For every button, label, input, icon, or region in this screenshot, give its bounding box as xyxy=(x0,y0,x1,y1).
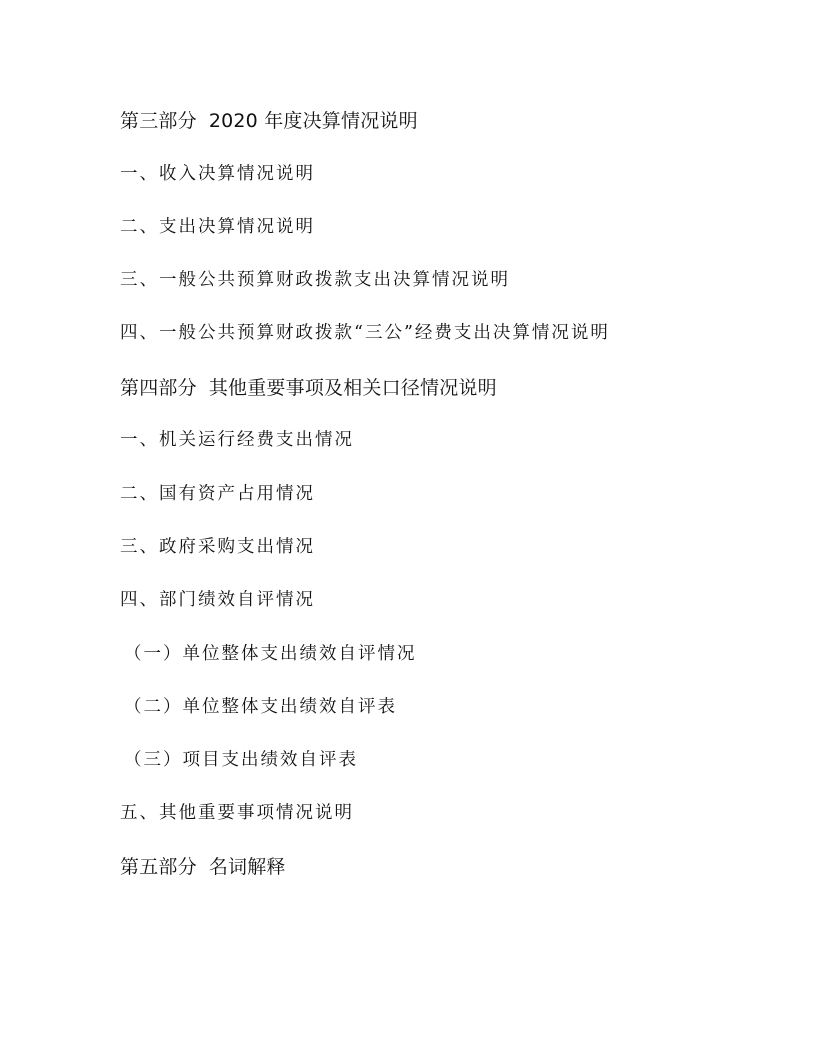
toc-item: 四、一般公共预算财政拨款“三公”经费支出决算情况说明 xyxy=(120,323,610,343)
part3-title: 2020 年度决算情况说明 xyxy=(208,110,418,132)
toc-item: 三、一般公共预算财政拨款支出决算情况说明 xyxy=(120,270,510,290)
section-heading-part3 xyxy=(120,109,418,133)
part4-label: 第四部分 xyxy=(120,377,197,399)
part3-label: 第三部分 xyxy=(120,110,197,132)
toc-item: 五、其他重要事项情况说明 xyxy=(120,803,354,823)
toc-sub-item: （二）单位整体支出绩效自评表 xyxy=(124,697,397,717)
part4-title: 其他重要事项及相关口径情况说明 xyxy=(208,377,497,399)
toc-item: 四、部门绩效自评情况 xyxy=(120,590,315,610)
section-heading-part5 xyxy=(120,855,286,879)
section-heading-part4 xyxy=(120,376,497,400)
part5-label: 第五部分 xyxy=(120,856,197,878)
toc-sub-item: （一）单位整体支出绩效自评情况 xyxy=(124,644,417,664)
toc-item: 一、机关运行经费支出情况 xyxy=(120,430,354,450)
part5-title: 名词解释 xyxy=(208,856,286,878)
toc-item: 二、支出决算情况说明 xyxy=(120,217,315,237)
toc-sub-item: （三）项目支出绩效自评表 xyxy=(124,750,358,770)
toc-item: 一、收入决算情况说明 xyxy=(120,164,315,184)
toc-item: 二、国有资产占用情况 xyxy=(120,484,315,504)
toc-item: 三、政府采购支出情况 xyxy=(120,537,315,557)
